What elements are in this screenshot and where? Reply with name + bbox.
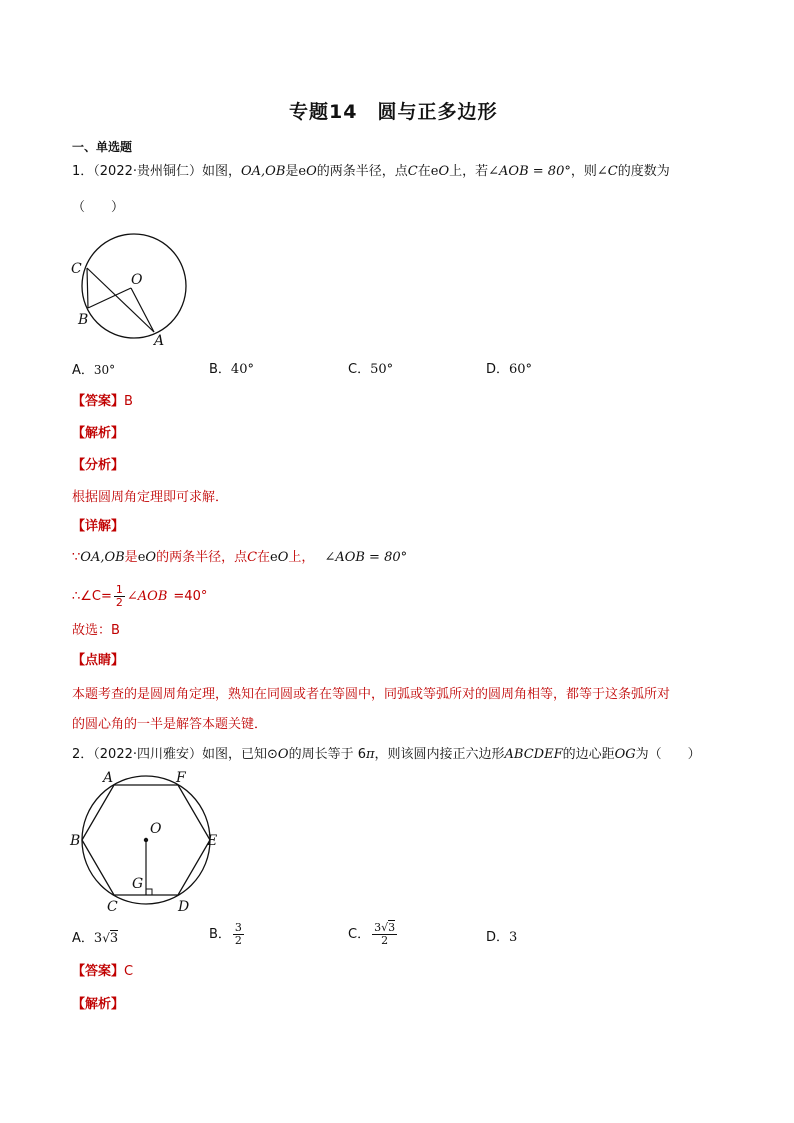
q1-detail-line2: ∴∠C= $\frac{1}{2}$ ∠AOB =40°	[72, 583, 208, 609]
center-dot	[144, 838, 148, 842]
q1-guxuan: 故选：B	[72, 623, 120, 638]
segment-cb	[87, 268, 88, 308]
label-b: B	[70, 833, 81, 849]
label-d: D	[178, 899, 190, 915]
q2-option-c[interactable]: C． $\frac{3√3}{2}$	[348, 921, 396, 947]
q1-circle-figure	[68, 228, 198, 350]
page-title: 专题14 圆与正多边形	[289, 101, 498, 123]
label-a: A	[103, 770, 114, 786]
q1-answer: 【答案】B	[72, 394, 133, 409]
label-f: F	[176, 770, 186, 786]
q1-option-b[interactable]: B．40°	[209, 362, 254, 377]
q1-jiexi-label: 【解析】	[72, 426, 125, 441]
q1-stem: 1．（2022·贵州铜仁）如图，OA,OB是eO的两条半径，点C在eO上，若∠AOB = 80°，则∠C的度数为	[72, 164, 670, 179]
q1-option-a[interactable]: A．30°	[72, 363, 116, 378]
q2-option-d[interactable]: D．3	[486, 930, 518, 945]
label-o: O	[131, 272, 143, 288]
q2-answer: 【答案】C	[72, 964, 134, 979]
label-c: C	[107, 899, 118, 915]
q2-option-a[interactable]: A．3√3	[72, 931, 119, 946]
label-a: A	[154, 333, 165, 349]
q1-dianjing-line1: 本题考查的是圆周角定理，熟知在同圆或者在等圆中，同弧或等弧所对的圆周角相等，都等于这条弧所对	[72, 687, 671, 702]
label-o: O	[150, 821, 162, 837]
q1-dianjing-label: 【点睛】	[72, 653, 125, 668]
q1-dianjing-line2: 的圆心角的一半是解答本题关键．	[72, 717, 268, 732]
q1-fenxi-text: 根据圆周角定理即可求解．	[72, 490, 229, 505]
label-b: B	[78, 312, 89, 328]
q2-stem: 2．（2022·四川雅安）如图，已知⊙O的周长等于 6π，则该圆内接正六边形ABCDEF的边心距OG为（ ）	[72, 747, 701, 762]
q2-jiexi-label: 【解析】	[72, 997, 125, 1012]
q1-option-d[interactable]: D．60°	[486, 362, 533, 377]
q1-xiangjie-label: 【详解】	[72, 519, 125, 534]
fraction-one-half: $\frac{1}{2}$	[115, 583, 123, 609]
q2-option-b[interactable]: B． $\frac{3}{2}$	[209, 921, 242, 947]
segment-oa	[131, 288, 154, 332]
q1-fenxi-label: 【分析】	[72, 458, 125, 473]
label-g: G	[132, 876, 144, 892]
segment-ob	[88, 288, 131, 308]
label-e: E	[207, 833, 218, 849]
label-c: C	[71, 261, 82, 277]
q1-paren: （ ）	[72, 200, 125, 215]
q1-detail-line1: ∵OA,OB是eO的两条半径，点C在eO上， ∠AOB = 80°	[72, 550, 408, 565]
q1-option-c[interactable]: C．50°	[348, 362, 394, 377]
right-angle-mark	[146, 889, 152, 895]
section-heading: 一、单选题	[72, 140, 133, 154]
q2-hexagon-figure	[66, 770, 226, 916]
